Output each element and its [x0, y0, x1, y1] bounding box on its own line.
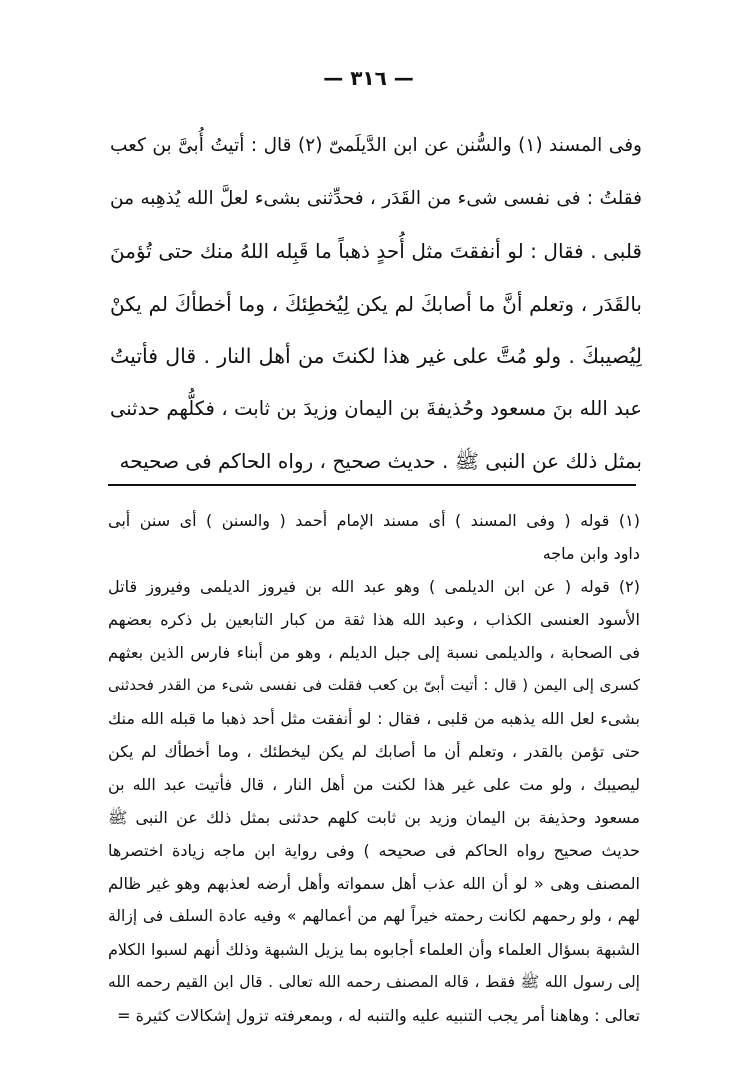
main-text-line: لِيُصيبكَ . ولو مُتَّ على غير هذا لكنتَ من أهل النار . قال فأتيتُ: [110, 344, 642, 368]
footnote-line: مسعود وحذيفة بن اليمان وزيد بن ثابت كلهم حدثنى بمثل ذلك عن النبى ﷺ: [108, 808, 640, 827]
footnote-divider: [108, 484, 636, 486]
main-text-line: فقلتُ : فى نفسى شىء من القَدَر ، فحدِّثنى بشىء لعلَّ الله يُذهِبه من: [110, 187, 642, 209]
footnote-line: بشىء لعل الله يذهبه من قلبى ، فقال : لو أنفقت مثل أحد ذهبا ما قبله الله منك: [108, 709, 640, 728]
main-text-line: عبد الله بنَ مسعود وحُذيفةَ بن اليمان وزيدَ بن ثابت ، فكلُّهم حدثنى: [110, 396, 642, 420]
footnote-line: الشبهة بسؤال العلماء وأن العلماء أجابوه بما يزيل الشبهة وذلك أنهم لسبوا الكلام: [108, 940, 640, 959]
footnote-line: حديث صحيح رواه الحاكم فى صحيحه ) وفى رواية ابن ماجه زيادة اختصرها: [108, 841, 640, 860]
footnote-line: ليصيبك ، ولو مت على غير هذا لكنت من أهل النار ، قال فأتيت عبد الله بن: [108, 775, 640, 794]
footnote-line: تعالى : وهاهنا أمر يجب التنبيه عليه والتنبه له ، وبمعرفته تزول إشكالات كثيرة =: [117, 1006, 640, 1025]
footnote-line: لهم ، ولو رحمهم لكانت رحمته خيراً لهم من أعمالهم » وفيه عادة السلف فى إزالة: [108, 907, 640, 925]
main-text-line: قلبى . فقال : لو أنفقتَ مثل أُحدٍ ذهباً ما قَبِله اللهُ منك حتى تُؤمنَ: [110, 239, 642, 263]
footnote-line: إلى رسول الله ﷺ فقط ، قاله المصنف رحمه الله تعالى . قال ابن القيم رحمه الله: [108, 973, 640, 991]
footnote-1: [108, 504, 640, 570]
footnote-line: فى الصحابة ، والديلمى نسبة إلى جبل الديلم ، وهو من أبناء فارس الذين بعثهم: [108, 643, 640, 662]
footnote-line: المصنف وهى « لو أن الله عذب أهل سمواته وأهل أرضه لعذبهم وهو غير ظالم: [108, 874, 640, 893]
footnote-line: كسرى إلى اليمن ( قال : أتيت أبىّ بن كعب فقلت فى نفسى شىء من القدر فحدثنى: [108, 676, 640, 694]
main-text-block: [110, 120, 642, 488]
footnote-line: داود وابن ماجه: [542, 544, 640, 563]
page-number: — ٣١٦ —: [323, 66, 414, 90]
footnote-line: (١) قوله ( وفى المسند ) أى مسند الإمام أحمد ( والسنن ) أى سنن أبى: [108, 511, 640, 530]
main-text-line: بمثل ذلك عن النبى ﷺ . حديث صحيح ، رواه الحاكم فى صحيحه: [119, 449, 642, 473]
main-text-line: بالقَدَر ، وتعلم أنَّ ما أصابكَ لم يكن لِيُخطِئكَ ، وما أخطأكَ لم يكنْ: [110, 291, 642, 316]
footnote-line: (٢) قوله ( عن ابن الديلمى ) وهو عبد الله بن فيروز الديلمى وفيروز قاتل: [108, 577, 640, 596]
main-text-line: وفى المسند (١) والسُّنن عن ابن الدَّيلَمىّ (٢) قال : أتيتُ أُبىَّ بن كعب: [110, 135, 642, 156]
footnote-line: حتى تؤمن بالقدر ، وتعلم أن ما أصابك لم يكن ليخطئك ، وما أخطأك لم يكن: [108, 742, 640, 761]
footnote-2: [108, 570, 640, 1032]
footnote-line: الأسود العنسى الكذاب ، وعبد الله هذا ثقة من كبار التابعين بل ذكره بعضهم: [108, 610, 640, 629]
